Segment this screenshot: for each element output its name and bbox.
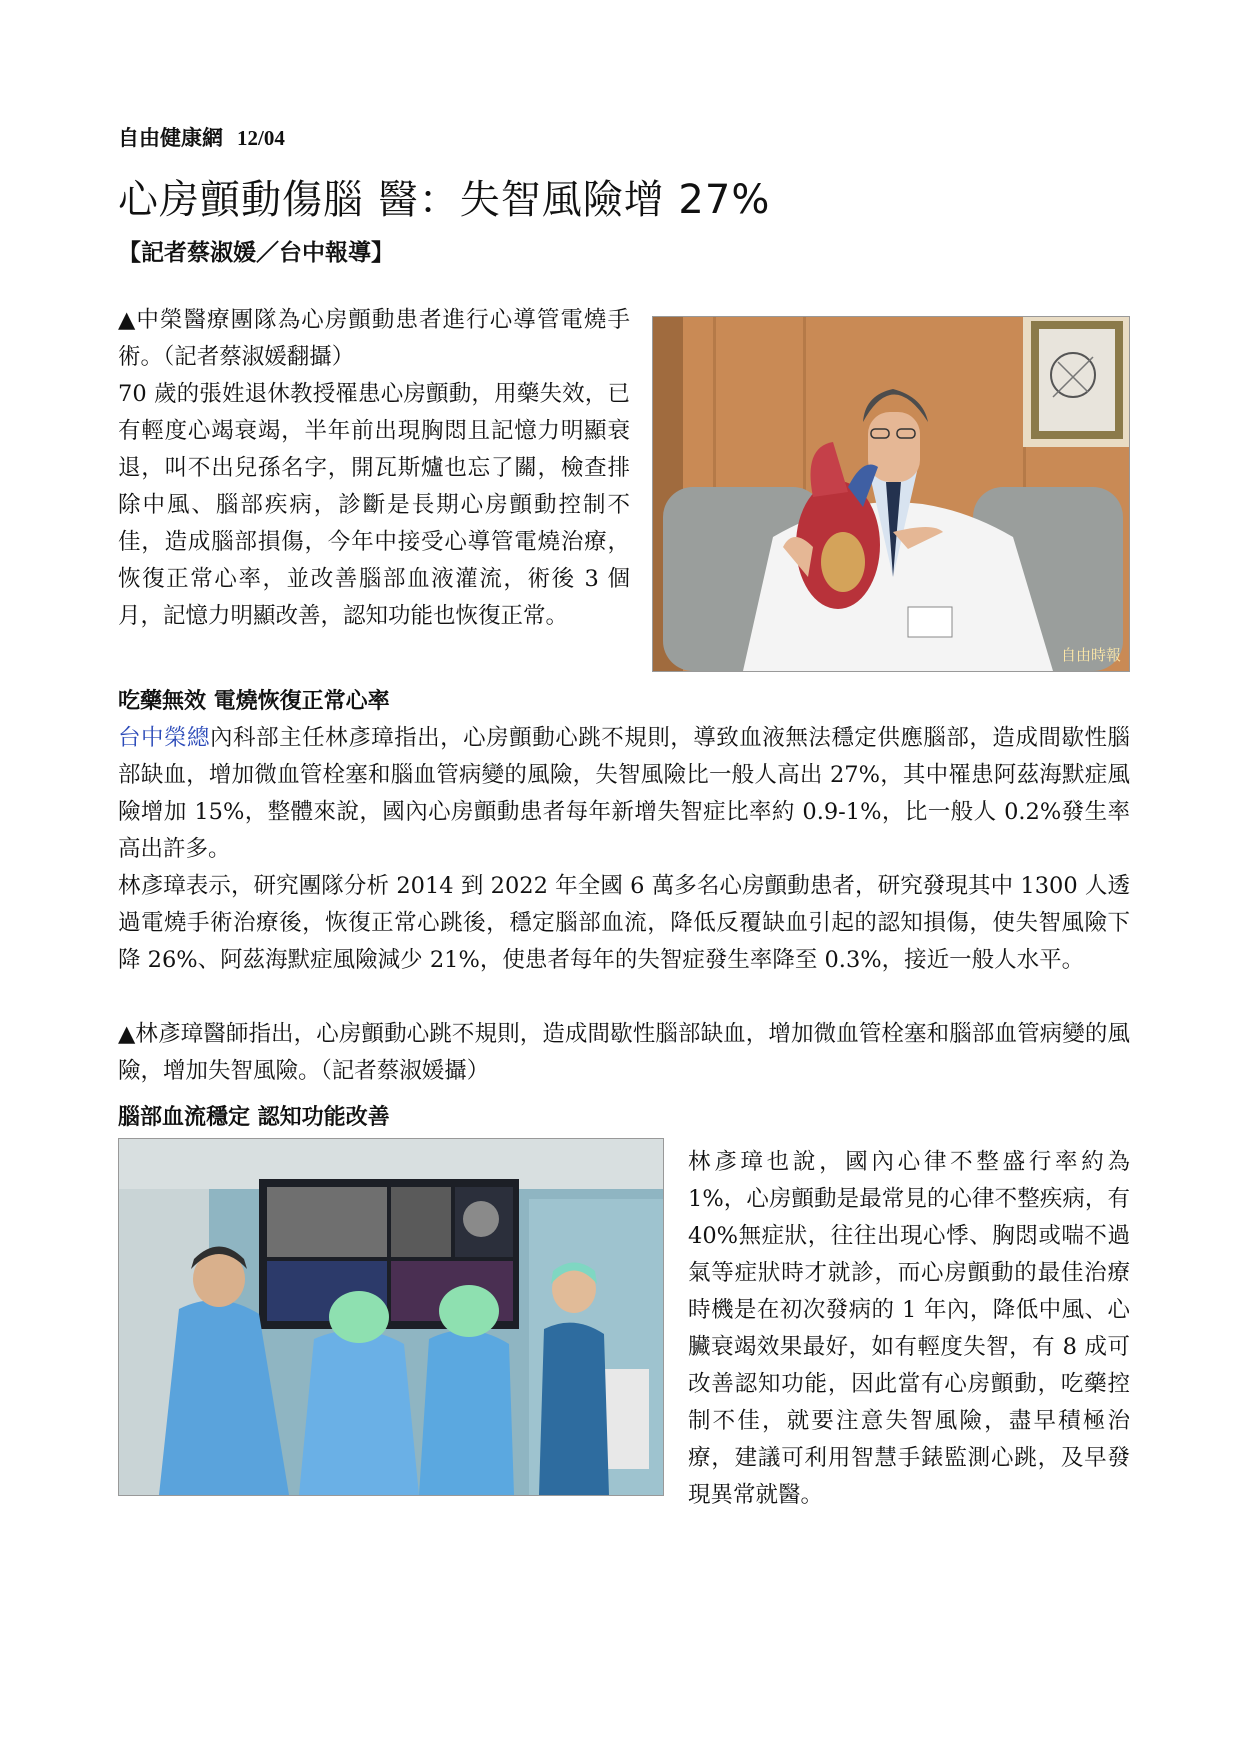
surgery-photo	[118, 1138, 664, 1496]
doctor-photo	[652, 316, 1130, 672]
surgery-illustration	[119, 1139, 663, 1495]
photo2-caption: ▲林彥璋醫師指出，心房顫動心跳不規則，造成間歇性腦部缺血，增加微血管栓塞和腦部血管病變的風險，增加失智風險。（記者蔡淑媛攝）	[118, 1021, 1130, 1084]
section1-paragraph1	[118, 720, 1130, 868]
section2-title: 腦部血流穩定 認知功能改善	[118, 1105, 390, 1130]
paragraph1-text: 內科部主任林彥璋指出，心房顫動心跳不規則，導致血液無法穩定供應腦部，造成間歇性腦部缺血，增加微血管栓塞和腦血管病變的風險，失智風險比一般人高出 27%，其中罹患阿茲海默症風險增加 15%，整體來說，國內心房顫動患者每年新增失智症比率約 0.9-1%，比一般人 0.2%發生率高出許多。	[118, 725, 1130, 862]
publish-date: 12/04	[237, 126, 285, 150]
section2-paragraph: 林彥璋也說，國內心律不整盛行率約為 1%，心房顫動是最常見的心律不整疾病，有 40%無症狀，往往出現心悸、胸悶或喘不過氣等症狀時才就診，而心房顫動的最佳治療時機是在初次發病的 1 年內，降低中風、心臟衰竭效果最好，如有輕度失智，有 8 成可改善認知功能，因此當有心房顫動，吃藥控制不佳，就要注意失智風險，盡早積極治療，建議可利用智慧手錶監測心跳，及早發現異常就醫。	[688, 1149, 1130, 1508]
section1-title: 吃藥無效 電燒恢復正常心率	[118, 689, 390, 714]
section1-paragraph2: 林彥璋表示，研究團隊分析 2014 到 2022 年全國 6 萬多名心房顫動患者，研究發現其中 1300 人透過電燒手術治療後，恢復正常心跳後，穩定腦部血流，降低反覆缺血引起的認知損傷，使失智風險下降 26%、阿茲海默症風險減少 21%，使患者每年的失智症發生率降至 0.3%，接近一般人水平。	[118, 873, 1130, 973]
photo1-caption: ▲中榮醫療團隊為心房顫動患者進行心導管電燒手術。（記者蔡淑媛翻攝）	[118, 307, 630, 370]
hospital-link[interactable]: 台中榮總	[118, 725, 211, 751]
byline: 【記者蔡淑媛／台中報導】	[118, 240, 394, 266]
doctor-illustration	[653, 317, 1129, 671]
photo-watermark: 自由時報	[1060, 646, 1121, 664]
source-line	[118, 122, 285, 152]
intro-paragraph: 70 歲的張姓退休教授罹患心房顫動，用藥失效，已有輕度心竭衰竭，半年前出現胸悶且記憶力明顯衰退，叫不出兒孫名字，開瓦斯爐也忘了關，檢查排除中風、腦部疾病，診斷是長期心房顫動控制不佳，造成腦部損傷，今年中接受心導管電燒治療，恢復正常心率，並改善腦部血液灌流，術後 3 個月，記憶力明顯改善，認知功能也恢復正常。	[118, 381, 630, 629]
source-name: 自由健康網	[118, 126, 223, 150]
headline: 心房顫動傷腦 醫：失智風險增 27%	[118, 177, 771, 223]
